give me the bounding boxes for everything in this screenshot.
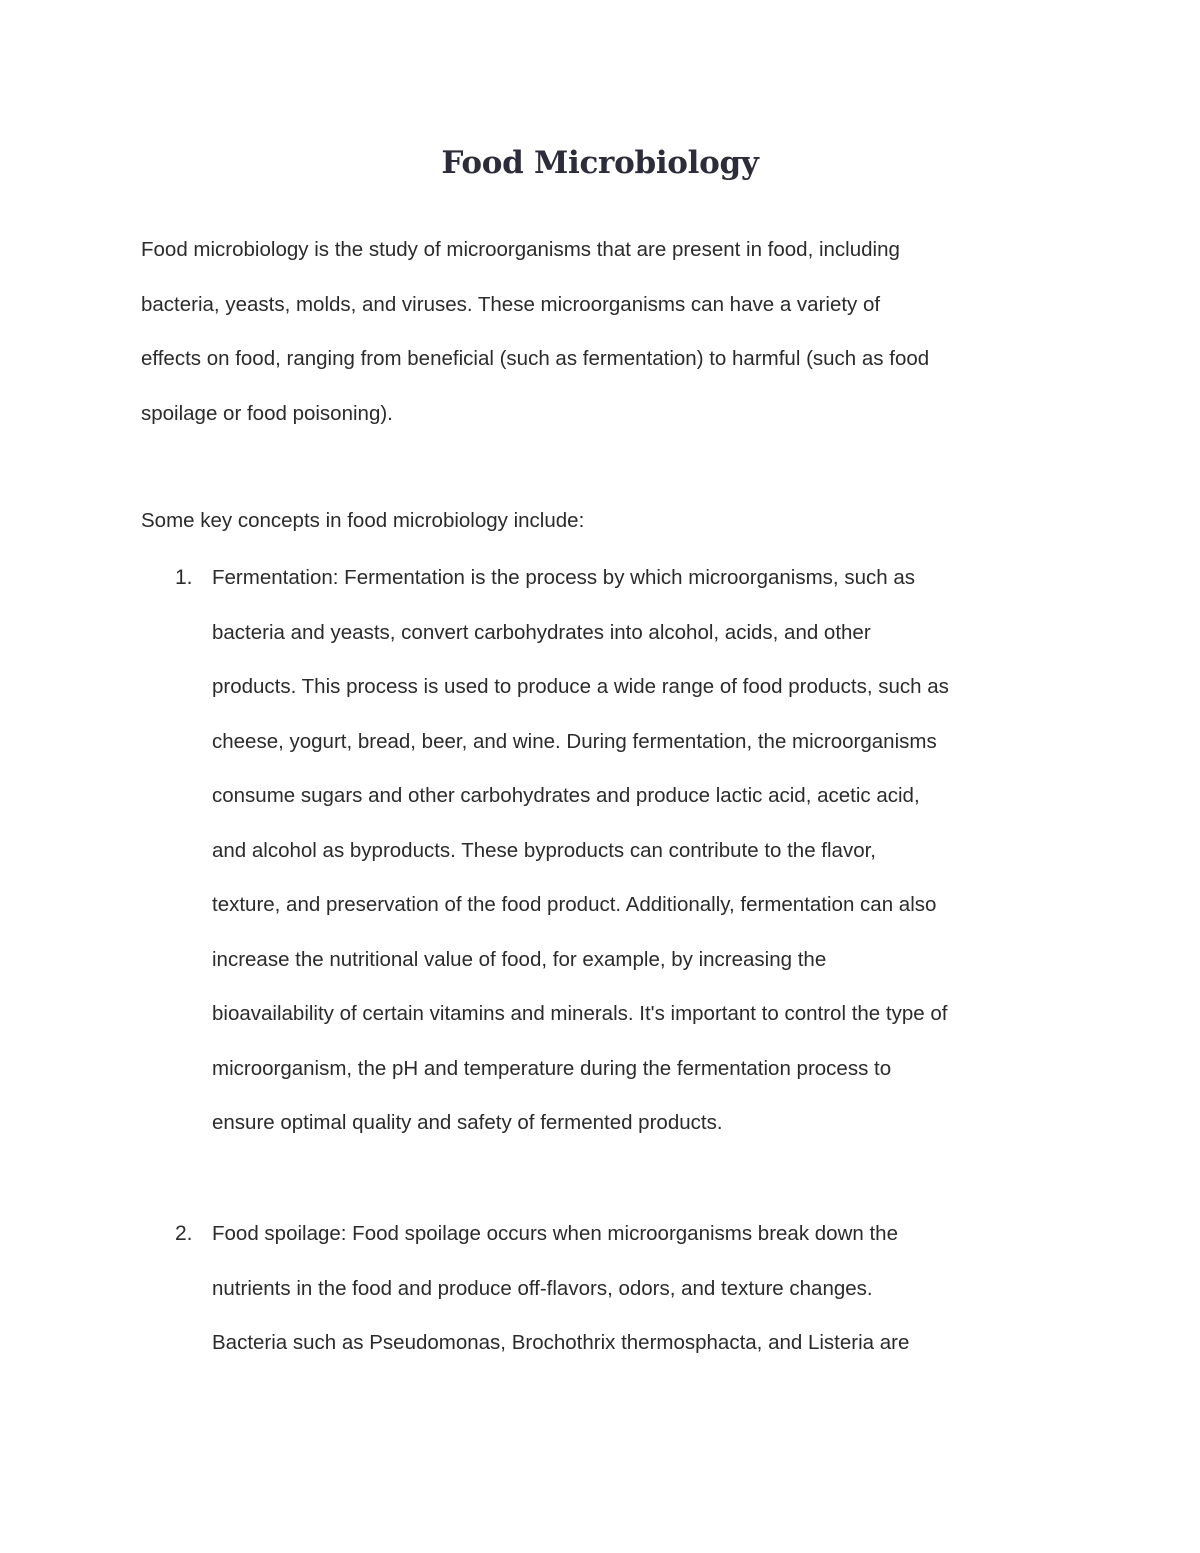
list-line: increase the nutritional value of food, for example, by increasing the xyxy=(212,947,827,971)
intro-line: spoilage or food poisoning). xyxy=(141,401,393,425)
list-item-text xyxy=(212,1207,1072,1371)
list-line: products. This process is used to produce a wide range of food products, such as xyxy=(212,675,949,698)
list-line: texture, and preservation of the food product. Additionally, fermentation can also xyxy=(212,893,937,916)
list-line: Fermentation: Fermentation is the process by which microorganisms, such as xyxy=(212,566,915,589)
list-line: ensure optimal quality and safety of fermented products. xyxy=(212,1111,723,1134)
page-title: Food Microbiology xyxy=(441,145,759,181)
list-number: 2. xyxy=(175,1222,193,1245)
list-line: Food spoilage: Food spoilage occurs when microorganisms break down the xyxy=(212,1222,898,1245)
intro-line: Food microbiology is the study of microorganisms that are present in food, including xyxy=(141,238,900,261)
list-line: nutrients in the food and produce off-flavors, odors, and texture changes. xyxy=(212,1276,873,1300)
list-number: 1. xyxy=(175,566,193,589)
list-line: Bacteria such as Pseudomonas, Brochothrix thermosphacta, and Listeria are xyxy=(212,1331,910,1354)
key-concepts-lead: Some key concepts in food microbiology include: xyxy=(141,509,585,532)
list-line: and alcohol as byproducts. These byproducts can contribute to the flavor, xyxy=(212,838,876,862)
list-line: cheese, yogurt, bread, beer, and wine. During fermentation, the microorganisms xyxy=(212,729,937,753)
list-item-text xyxy=(212,551,1072,1151)
list-line: consume sugars and other carbohydrates and produce lactic acid, acetic acid, xyxy=(212,784,920,807)
list-line: bacteria and yeasts, convert carbohydrates into alcohol, acids, and other xyxy=(212,620,871,644)
intro-line: bacteria, yeasts, molds, and viruses. These microorganisms can have a variety of xyxy=(141,292,881,316)
list-line: bioavailability of certain vitamins and minerals. It's important to control the type of xyxy=(212,1002,948,1025)
list-line: microorganism, the pH and temperature during the fermentation process to xyxy=(212,1056,892,1080)
intro-paragraph xyxy=(141,223,1071,441)
intro-line: effects on food, ranging from beneficial (such as fermentation) to harmful (such as food xyxy=(141,347,930,370)
